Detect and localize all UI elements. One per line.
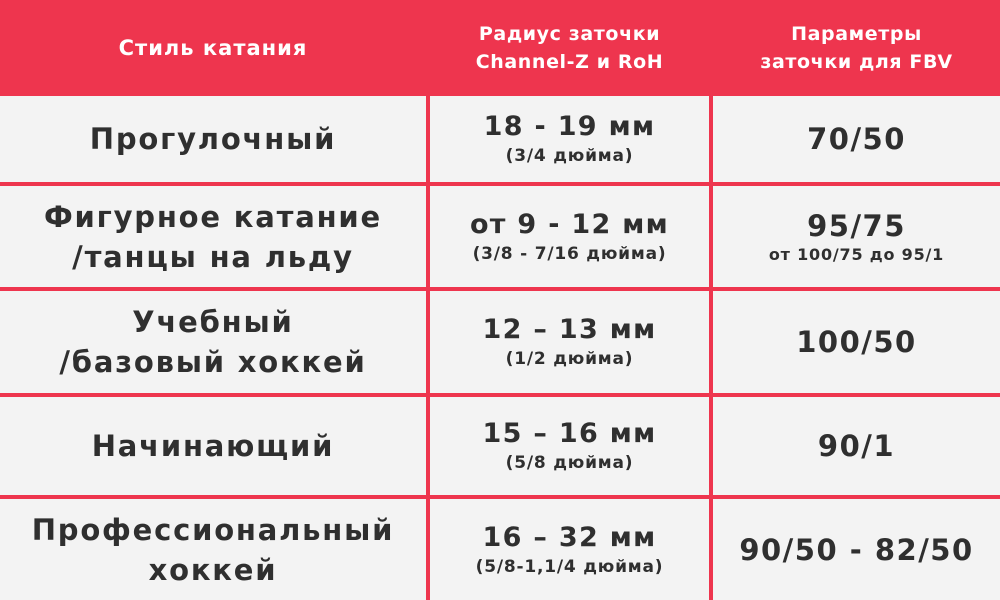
header-fbv-line1: Параметры	[791, 23, 922, 45]
row-fbv: 70/50	[807, 122, 906, 156]
row-fbv: 95/75	[807, 208, 906, 243]
header-radius-line1: Радиус заточки	[478, 23, 661, 45]
row-fbv: 90/1	[817, 429, 896, 463]
row-style-cell	[0, 397, 430, 499]
row-radius-cell	[430, 291, 713, 397]
row-style: Прогулочный	[89, 122, 337, 156]
row-radius-cell	[430, 397, 713, 499]
row-fbv-cell	[713, 499, 1000, 600]
header-fbv-line2: заточки для FBV	[760, 51, 953, 73]
row-fbv-cell	[713, 397, 1000, 499]
row-radius: 18 - 19 мм	[483, 111, 656, 142]
row-style-cell	[0, 291, 430, 397]
row-radius-cell	[430, 499, 713, 600]
row-radius-cell	[430, 186, 713, 291]
row-style-cell	[0, 96, 430, 186]
row-fbv: 90/50 - 82/50	[739, 532, 974, 567]
header-style-label: Стиль катания	[118, 36, 308, 60]
header-style	[0, 0, 430, 96]
row-radius: от 9 - 12 мм	[469, 208, 670, 240]
row-fbv: 100/50	[796, 325, 917, 359]
row-style: Профессиональный хоккей	[31, 512, 395, 587]
row-style: Фигурное катание /танцы на льду	[43, 199, 383, 274]
row-style: Учебный /базовый хоккей	[59, 305, 367, 379]
row-radius: 15 – 16 мм	[482, 418, 657, 449]
header-fbv	[713, 0, 1000, 96]
row-fbv-cell	[713, 96, 1000, 186]
row-radius: 16 – 32 мм	[482, 521, 657, 553]
row-radius-inches: (5/8-1,1/4 дюйма)	[475, 556, 664, 577]
row-radius-inches: (5/8 дюйма)	[505, 453, 634, 473]
row-radius-inches: (1/2 дюйма)	[505, 349, 634, 369]
row-style: Начинающий	[91, 429, 335, 463]
row-radius-inches: (3/4 дюйма)	[505, 146, 634, 166]
row-style-cell	[0, 186, 430, 291]
header-radius-line2: Channel-Z и RoH	[475, 51, 664, 73]
row-fbv-cell	[713, 186, 1000, 291]
row-radius-inches: (3/8 - 7/16 дюйма)	[472, 243, 667, 264]
row-fbv-note: от 100/75 до 95/1	[768, 244, 945, 264]
header-radius	[430, 0, 713, 96]
row-radius-cell	[430, 96, 713, 186]
row-radius: 12 – 13 мм	[482, 314, 657, 345]
row-fbv-cell	[713, 291, 1000, 397]
row-style-cell	[0, 499, 430, 600]
